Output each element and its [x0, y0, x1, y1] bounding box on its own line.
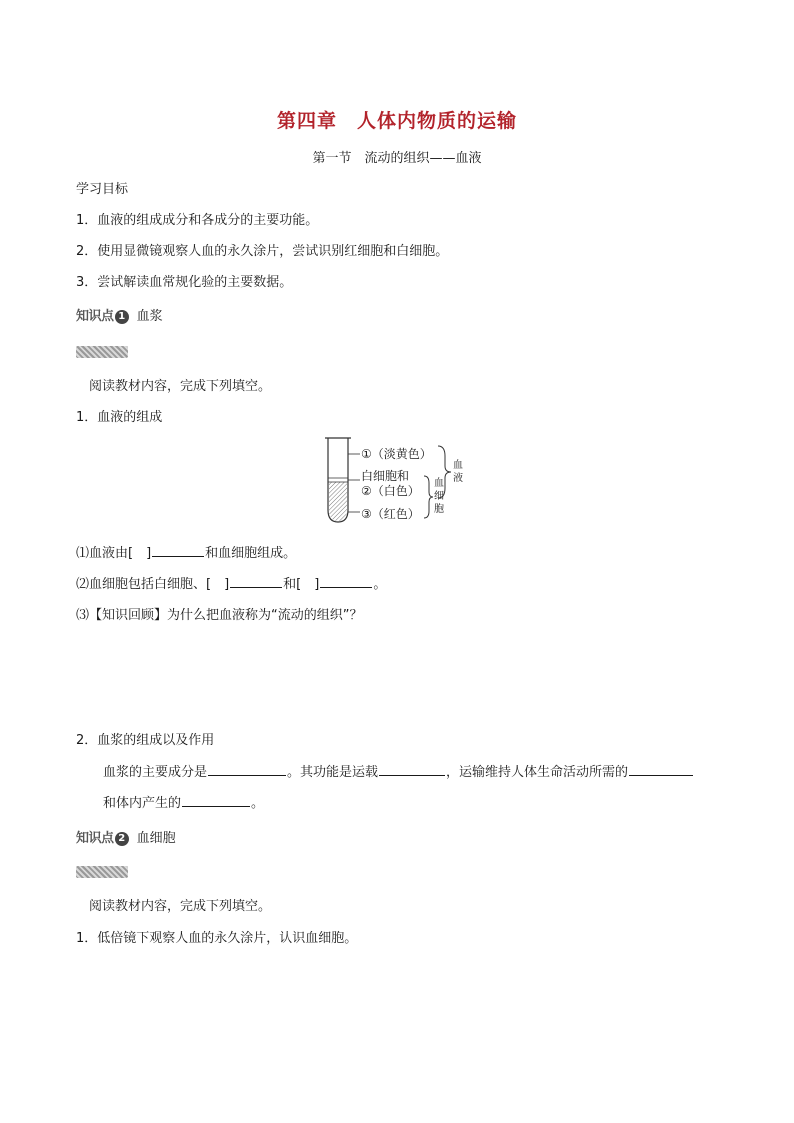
question-text: 。 — [373, 577, 387, 592]
question-text: ⑴血液由[ ] — [76, 546, 152, 561]
objectives-heading: 学习目标 — [76, 182, 129, 197]
answer-blank[interactable] — [208, 762, 286, 776]
knowledge-point-title: 血细胞 — [136, 831, 176, 846]
question-text: 和体内产生的 — [103, 796, 182, 811]
question-1-3: ⑶【知识回顾】为什么把血液称为“流动的组织”？ — [76, 608, 363, 623]
question-heading: 1．低倍镜下观察人血的永久涂片，认识血细胞。 — [76, 931, 358, 946]
brace-label-blood-cell: 血 — [434, 478, 444, 489]
question-heading: 1．血液的组成 — [76, 410, 163, 425]
label-plasma: ①（淡黄色） — [361, 447, 432, 461]
question-heading: 2．血浆的组成以及作用 — [76, 733, 215, 748]
chapter-title: 第四章 人体内物质的运输 — [276, 110, 517, 132]
section-stamp-icon — [76, 346, 128, 358]
question-2-line-2 — [103, 792, 264, 811]
label-white-cells-b: ②（白色） — [361, 484, 420, 498]
test-tube-diagram — [320, 434, 480, 526]
brace-label-blood-cell: 胞 — [434, 504, 444, 515]
question-text: 和[ ] — [283, 577, 320, 592]
question-text: 血浆的主要成分是 — [103, 765, 208, 780]
badge-number-icon: 2 — [115, 832, 129, 846]
objective-item: 3．尝试解读血常规化验的主要数据。 — [76, 275, 293, 290]
badge-number-icon: 1 — [115, 310, 129, 324]
knowledge-point-2-header — [76, 827, 176, 846]
instruction-text: 阅读教材内容，完成下列填空。 — [89, 379, 272, 394]
question-text: ⑵血细胞包括白细胞、[ ] — [76, 577, 230, 592]
question-text: 。其功能是运载 — [287, 765, 379, 780]
knowledge-point-badge — [76, 305, 129, 324]
question-text: 。 — [251, 796, 265, 811]
instruction-text: 阅读教材内容，完成下列填空。 — [89, 899, 272, 914]
badge-label: 知识点 — [76, 309, 114, 324]
question-text: 和血细胞组成。 — [205, 546, 297, 561]
objective-item: 1．血液的组成成分和各成分的主要功能。 — [76, 213, 319, 228]
answer-blank[interactable] — [230, 574, 282, 588]
answer-blank[interactable] — [379, 762, 445, 776]
blood-cell-brace — [424, 476, 433, 518]
question-2-line-1 — [103, 761, 694, 780]
badge-label: 知识点 — [76, 831, 114, 846]
answer-blank[interactable] — [629, 762, 693, 776]
answer-blank[interactable] — [152, 543, 204, 557]
objective-item: 2．使用显微镜观察人血的永久涂片，尝试识别红细胞和白细胞。 — [76, 244, 449, 259]
answer-blank[interactable] — [182, 793, 250, 807]
knowledge-point-title: 血浆 — [136, 309, 163, 324]
answer-blank[interactable] — [320, 574, 372, 588]
brace-label-blood: 血 — [453, 460, 463, 471]
label-red-cells: ③（红色） — [361, 507, 420, 521]
question-text: ，运输维持人体生命活动所需的 — [446, 765, 629, 780]
knowledge-point-badge — [76, 827, 129, 846]
brace-label-blood: 液 — [453, 473, 463, 484]
question-1-1 — [76, 542, 296, 561]
red-cell-layer — [329, 482, 347, 521]
knowledge-point-1-header — [76, 305, 163, 324]
section-stamp-icon — [76, 866, 128, 878]
label-white-cells-a: 白细胞和 — [361, 469, 410, 483]
question-1-2 — [76, 573, 386, 592]
test-tube-svg — [320, 434, 480, 526]
brace-label-blood-cell: 细 — [434, 491, 444, 502]
section-title: 第一节 流动的组织——血液 — [312, 151, 482, 166]
